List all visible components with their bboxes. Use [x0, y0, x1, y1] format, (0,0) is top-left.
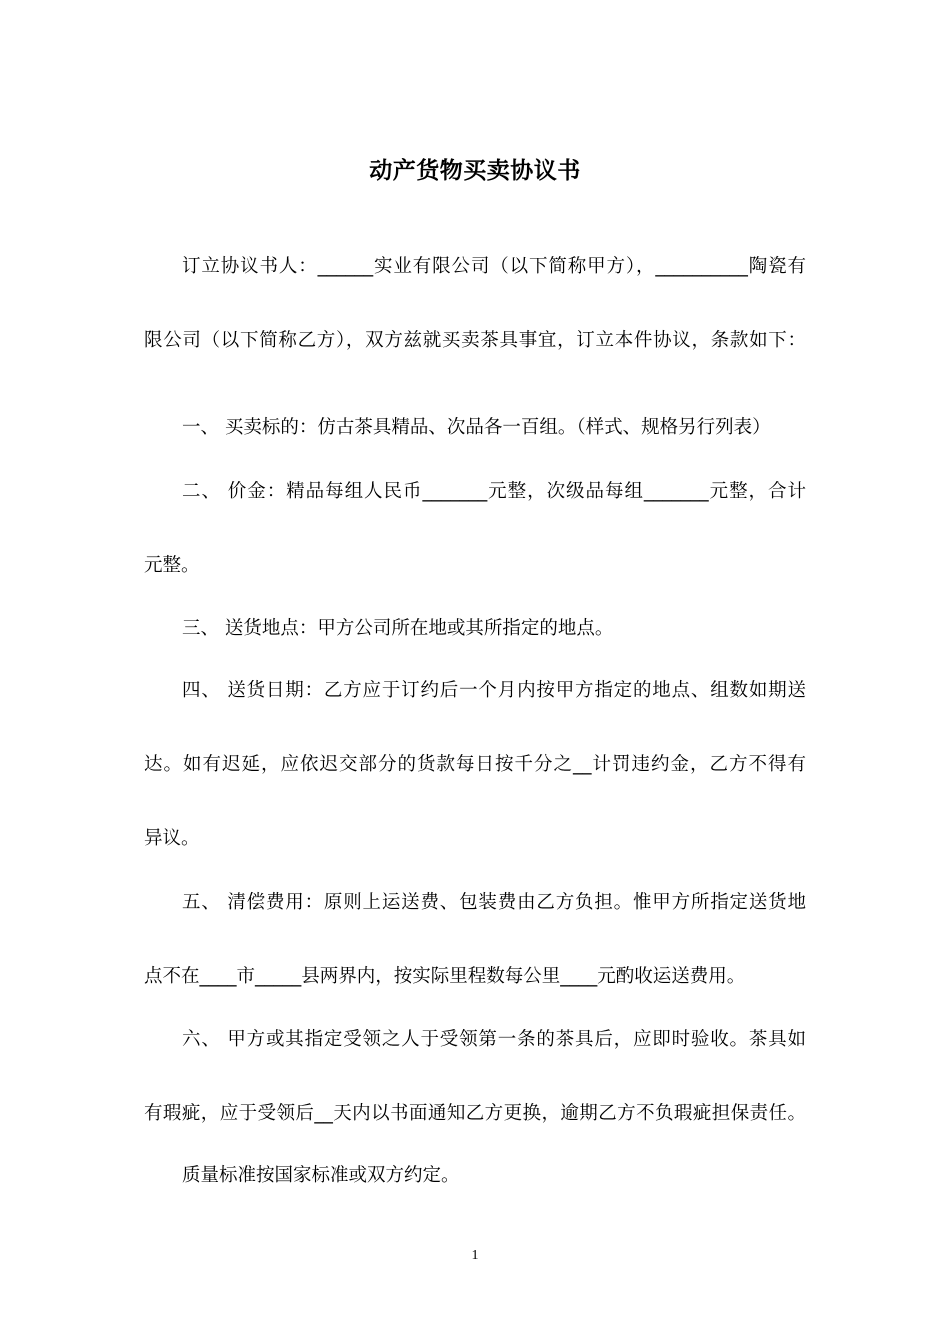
clause-1-line-1: 一、 买卖标的：仿古茶具精品、次品各一百组。（样式、规格另行列表） — [182, 417, 771, 438]
clause-4-line-2: 达。如有迟延，应依迟交部分的货款每日按千分之__计罚违约金，乙方不得有 — [144, 754, 806, 775]
clause-2-line-2: 元整。 — [144, 555, 200, 576]
page-number: 1 — [471, 1248, 479, 1263]
clause-3-line-1: 三、 送货地点：甲方公司所在地或其所指定的地点。 — [182, 618, 614, 639]
clause-6-line-1: 六、 甲方或其指定受领之人于受领第一条的茶具后，应即时验收。茶具如 — [182, 1029, 806, 1050]
paragraph-preamble-line-1: 订立协议书人：______实业有限公司（以下简称甲方），__________陶瓷有 — [182, 256, 806, 277]
clause-5-line-2: 点不在____市_____县两界内，按实际里程数每公里____元酌收运送费用。 — [144, 966, 746, 987]
paragraph-preamble-line-2: 限公司（以下简称乙方），双方兹就买卖茶具事宜，订立本件协议，条款如下： — [144, 330, 806, 351]
clause-4-line-3: 异议。 — [144, 828, 200, 849]
clause-6-line-2: 有瑕疵，应于受领后__天内以书面通知乙方更换，逾期乙方不负瑕疵担保责任。 — [144, 1103, 806, 1124]
clause-5-line-1: 五、 清偿费用：原则上运送费、包装费由乙方负担。惟甲方所指定送货地 — [182, 892, 806, 913]
clause-4-line-1: 四、 送货日期：乙方应于订约后一个月内按甲方指定的地点、组数如期送 — [182, 680, 806, 701]
document-title: 动产货物买卖协议书 — [369, 157, 581, 184]
quality-standard-line: 质量标准按国家标准或双方约定。 — [182, 1165, 460, 1186]
clause-2-line-1: 二、 价金：精品每组人民币_______元整，次级品每组_______元整，合计 — [182, 481, 806, 502]
